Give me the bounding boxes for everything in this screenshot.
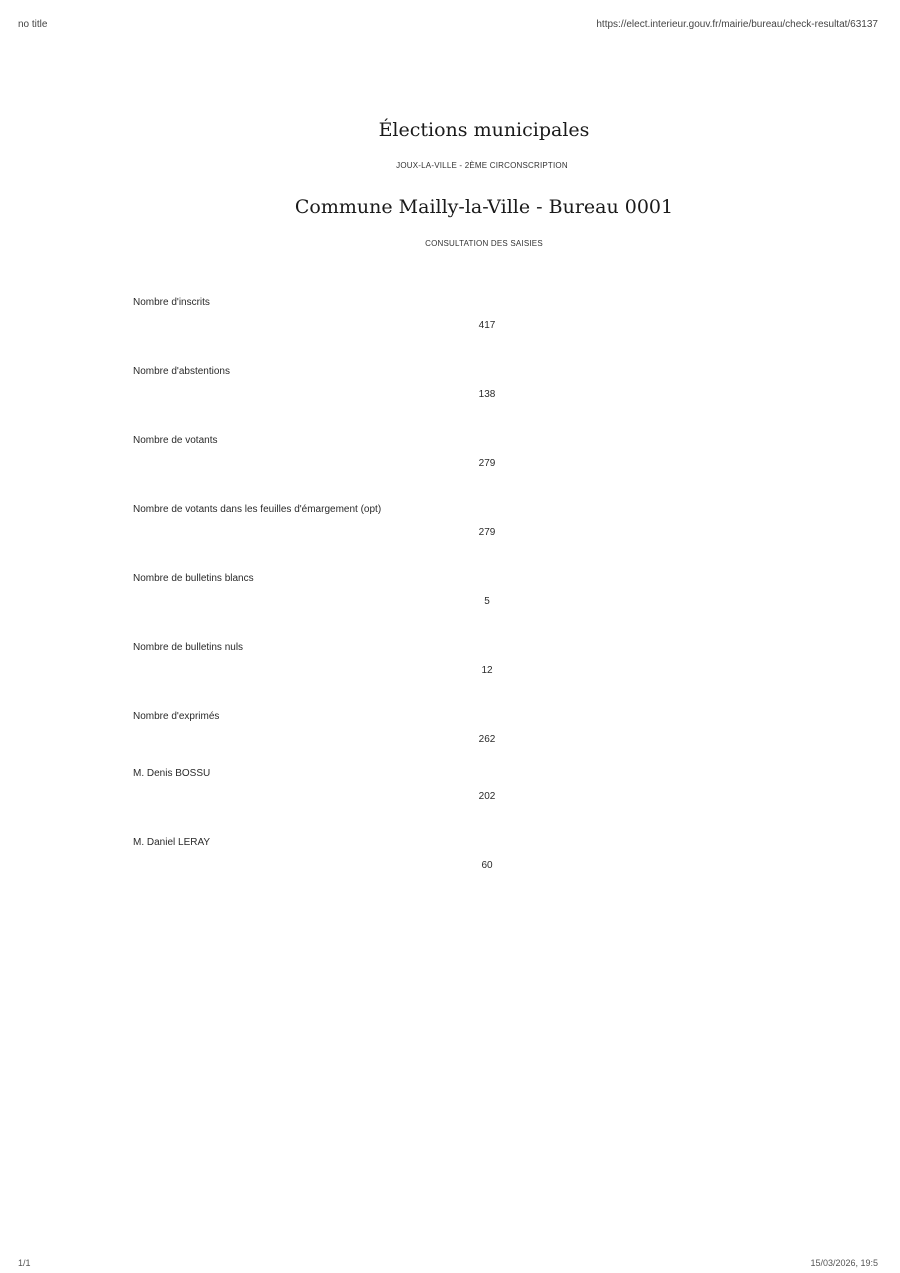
candidate-name: M. Denis BOSSU — [133, 768, 211, 779]
result-label: Nombre d'exprimés — [133, 711, 220, 722]
result-label: Nombre de votants — [133, 435, 218, 446]
print-header-title: no title — [18, 19, 48, 30]
result-value: 279 — [478, 527, 496, 538]
result-value: 12 — [481, 665, 493, 676]
result-value: 417 — [478, 320, 496, 331]
result-label: Nombre de bulletins nuls — [133, 642, 244, 653]
result-label: Nombre de votants dans les feuilles d'émargement (opt) — [133, 504, 382, 515]
result-value: 5 — [484, 596, 490, 607]
section-label: CONSULTATION DES SAISIES — [425, 239, 543, 248]
print-header-url: https://elect.interieur.gouv.fr/mairie/bureau/check-resultat/63137 — [596, 19, 878, 30]
candidate-name: M. Daniel LERAY — [133, 837, 211, 848]
result-label: Nombre de bulletins blancs — [133, 573, 254, 584]
result-value: 279 — [478, 458, 496, 469]
result-label: Nombre d'abstentions — [133, 366, 230, 377]
print-footer-page: 1/1 — [18, 1258, 31, 1268]
result-value: 262 — [478, 734, 496, 745]
page-title: Élections municipales — [378, 119, 590, 141]
result-label: Nombre d'inscrits — [133, 297, 210, 308]
candidate-votes: 202 — [478, 791, 496, 802]
commune-bureau-heading: Commune Mailly-la-Ville - Bureau 0001 — [294, 196, 674, 218]
result-value: 138 — [478, 389, 496, 400]
print-footer-datetime: 15/03/2026, 19:5 — [810, 1258, 878, 1268]
candidate-votes: 60 — [481, 860, 493, 871]
circonscription-label: JOUX-LA-VILLE - 2ÈME CIRCONSCRIPTION — [396, 161, 568, 170]
